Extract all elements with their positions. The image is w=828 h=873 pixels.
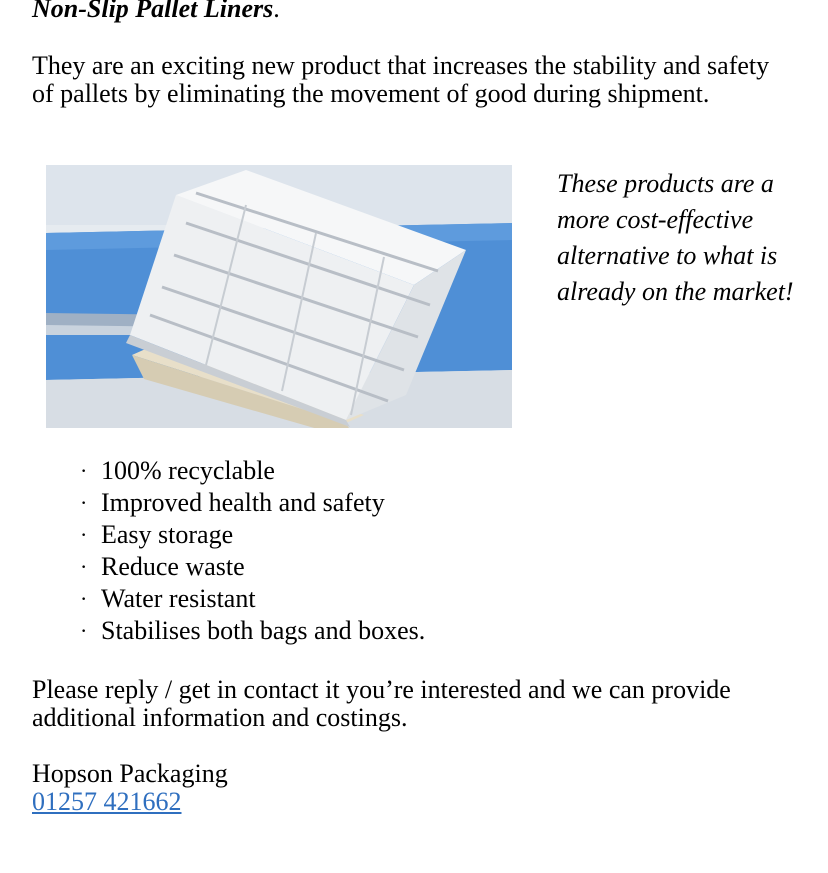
feature-list <box>80 455 425 647</box>
feature-item <box>80 583 425 615</box>
bullet-icon: · <box>80 522 88 547</box>
feature-item <box>80 487 425 519</box>
company-name: Hopson Packaging <box>32 759 228 788</box>
cost-callout: These products are a more cost-effective alternative to what is already on the market! <box>557 169 794 306</box>
bullet-icon: · <box>80 458 88 483</box>
feature-item <box>80 615 425 647</box>
bullet-icon: · <box>80 618 88 643</box>
product-heading <box>32 0 280 26</box>
heading-period: . <box>273 0 280 23</box>
bullet-icon: · <box>80 554 88 579</box>
feature-item <box>80 455 425 487</box>
product-name: Non-Slip Pallet Liners <box>32 0 274 23</box>
feature-text: Stabilises both bags and boxes. <box>101 616 426 645</box>
feature-item <box>80 519 425 551</box>
bullet-icon: · <box>80 586 88 611</box>
intro-paragraph: They are an exciting new product that increases the stability and safety of pallets by eliminating the movement of good during shipment. <box>32 51 770 108</box>
bullet-icon: · <box>80 490 88 515</box>
feature-text: 100% recyclable <box>101 456 275 485</box>
feature-text: Easy storage <box>101 520 234 549</box>
feature-text: Reduce waste <box>101 552 245 581</box>
feature-item <box>80 551 425 583</box>
pallet-liner-photo <box>46 165 512 428</box>
feature-text: Improved health and safety <box>101 488 385 517</box>
closing-paragraph: Please reply / get in contact it you’re interested and we can provide additional information and costings. <box>32 675 731 732</box>
phone-link[interactable]: 01257 421662 <box>32 787 182 816</box>
email-signature <box>32 760 228 816</box>
feature-text: Water resistant <box>101 584 256 613</box>
